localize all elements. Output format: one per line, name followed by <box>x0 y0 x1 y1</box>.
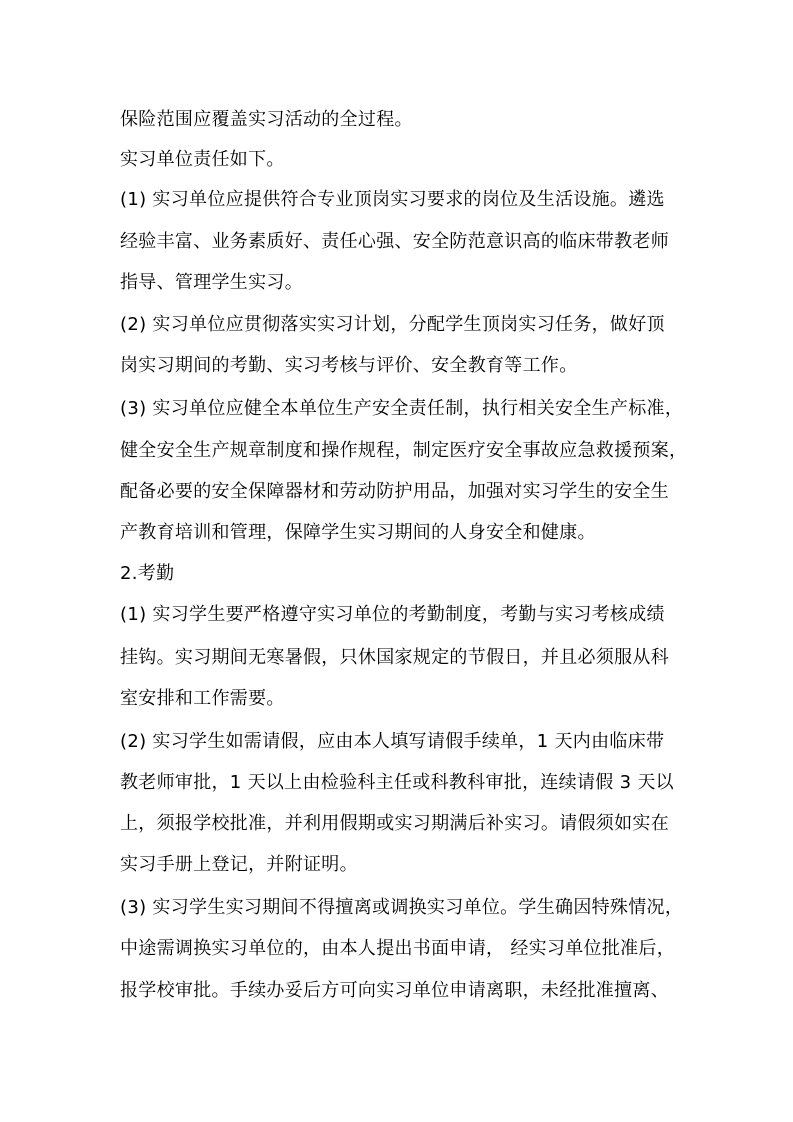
text-line: 中途需调换实习单位的，由本人提出书面申请， 经实习单位批准后， <box>120 938 676 959</box>
text-line: 室安排和工作需要。 <box>120 688 285 709</box>
section-heading: 2.考勤 <box>120 563 175 584</box>
text-line: 报学校审批。手续办妥后方可向实习单位申请离职，未经批准擅离、 <box>120 980 669 1001</box>
text-line: (3) 实习单位应健全本单位生产安全责任制，执行相关安全生产标准， <box>120 398 684 419</box>
text-line: 上，须报学校批准，并利用假期或实习期满后补实习。请假须如实在 <box>120 813 669 834</box>
text-line: (1) 实习单位应提供符合专业顶岗实习要求的岗位及生活设施。遴选 <box>120 189 665 210</box>
text-line: 保险范围应覆盖实习活动的全过程。 <box>120 109 413 130</box>
text-line: 配备必要的安全保障器材和劳动防护用品，加强对实习学生的安全生 <box>120 481 669 502</box>
text-line: (1) 实习学生要严格遵守实习单位的考勤制度，考勤与实习考核成绩 <box>120 604 665 625</box>
text-line: 岗实习期间的考勤、实习考核与评价、安全教育等工作。 <box>120 355 578 376</box>
text-line: 实习手册上登记，并附证明。 <box>120 854 358 875</box>
text-line: (2) 实习学生如需请假，应由本人填写请假手续单，1 天内由临床带 <box>120 731 665 752</box>
text-line: 挂钩。实习期间无寒暑假，只休国家规定的节假日，并且必须服从科 <box>120 647 669 668</box>
text-line: 实习单位责任如下。 <box>120 149 285 170</box>
text-line: 产教育培训和管理，保障学生实习期间的人身安全和健康。 <box>120 522 596 543</box>
text-line: 指导、管理学生实习。 <box>120 272 303 293</box>
text-line: 经验丰富、业务素质好、责任心强、安全防范意识高的临床带教老师 <box>120 231 669 252</box>
text-line: (2) 实习单位应贯彻落实实习计划，分配学生顶岗实习任务，做好顶 <box>120 314 665 335</box>
text-line: 教老师审批，1 天以上由检验科主任或科教科审批，连续请假 3 天以 <box>120 772 674 793</box>
text-line: (3) 实习学生实习期间不得擅离或调换实习单位。学生确因特殊情况， <box>120 897 684 918</box>
text-line: 健全安全生产规章制度和操作规程，制定医疗安全事故应急救援预案， <box>120 440 688 461</box>
